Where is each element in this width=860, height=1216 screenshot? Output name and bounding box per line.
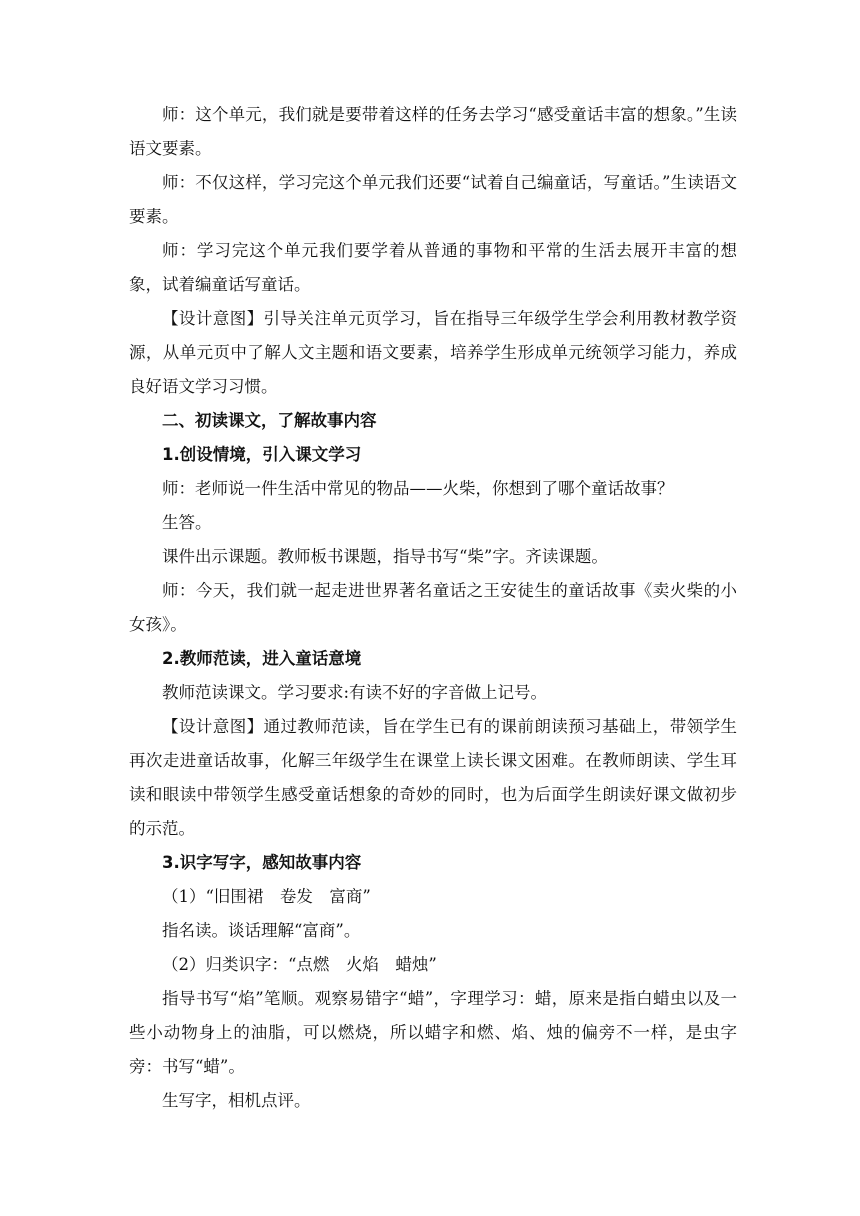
paragraph: 生答。 (162, 513, 212, 532)
paragraph: 师：这个单元，我们就是要带着这样的任务去学习“感受童话丰富的想象。”生读语文要素。 (129, 105, 737, 158)
section-heading: 二、初读课文，了解故事内容 (162, 411, 377, 430)
document-body (129, 98, 737, 1118)
paragraph: 师：今天，我们就一起走进世界著名童话之王安徒生的童话故事《卖火柴的小女孩》。 (129, 581, 737, 634)
paragraph: 指名读。谈话理解“富商”。 (162, 921, 361, 940)
design-intent-paragraph: 【设计意图】通过教师范读，旨在学生已有的课前朗读预习基础上，带领学生再次走进童话故事，化解三年级学生在课堂上读长课文困难。在教师朗读、学生耳读和眼读中带领学生感受童话想象的奇妙的同时，也为后面学生朗读好课文做初步的示范。 (129, 717, 737, 838)
paragraph: 指导书写“焰”笔顺。观察易错字“蜡”，字理学习：蜡，原来是指白蜡虫以及一些小动物身上的油脂，可以燃烧，所以蜡字和燃、焰、烛的偏旁不一样，是虫字旁：书写“蜡”。 (129, 989, 737, 1076)
paragraph: 师：学习完这个单元我们要学着从普通的事物和平常的生活去展开丰富的想象，试着编童话写童话。 (129, 241, 737, 294)
paragraph: （2）归类识字：“点燃 火焰 蜡烛” (162, 955, 437, 974)
subsection-heading: 3.识字写字，感知故事内容 (162, 853, 362, 872)
paragraph: 师：老师说一件生活中常见的物品——火柴，你想到了哪个童话故事？ (162, 479, 674, 498)
paragraph: （1）“旧围裙 卷发 富商” (162, 887, 371, 906)
subsection-heading: 2.教师范读，进入童话意境 (162, 649, 362, 668)
paragraph: 生写字，相机点评。 (162, 1091, 311, 1110)
subsection-heading: 1.创设情境，引入课文学习 (162, 445, 362, 464)
paragraph: 师：不仅这样，学习完这个单元我们还要“试着自己编童话，写童话。”生读语文要素。 (129, 173, 737, 226)
paragraph: 教师范读课文。学习要求:有读不好的字音做上记号。 (162, 683, 548, 702)
paragraph: 课件出示课题。教师板书课题，指导书写“柴”字。齐读课题。 (162, 547, 608, 566)
design-intent-paragraph: 【设计意图】引导关注单元页学习，旨在指导三年级学生学会利用教材教学资源，从单元页中了解人文主题和语文要素，培养学生形成单元统领学习能力，养成良好语文学习习惯。 (129, 309, 737, 396)
